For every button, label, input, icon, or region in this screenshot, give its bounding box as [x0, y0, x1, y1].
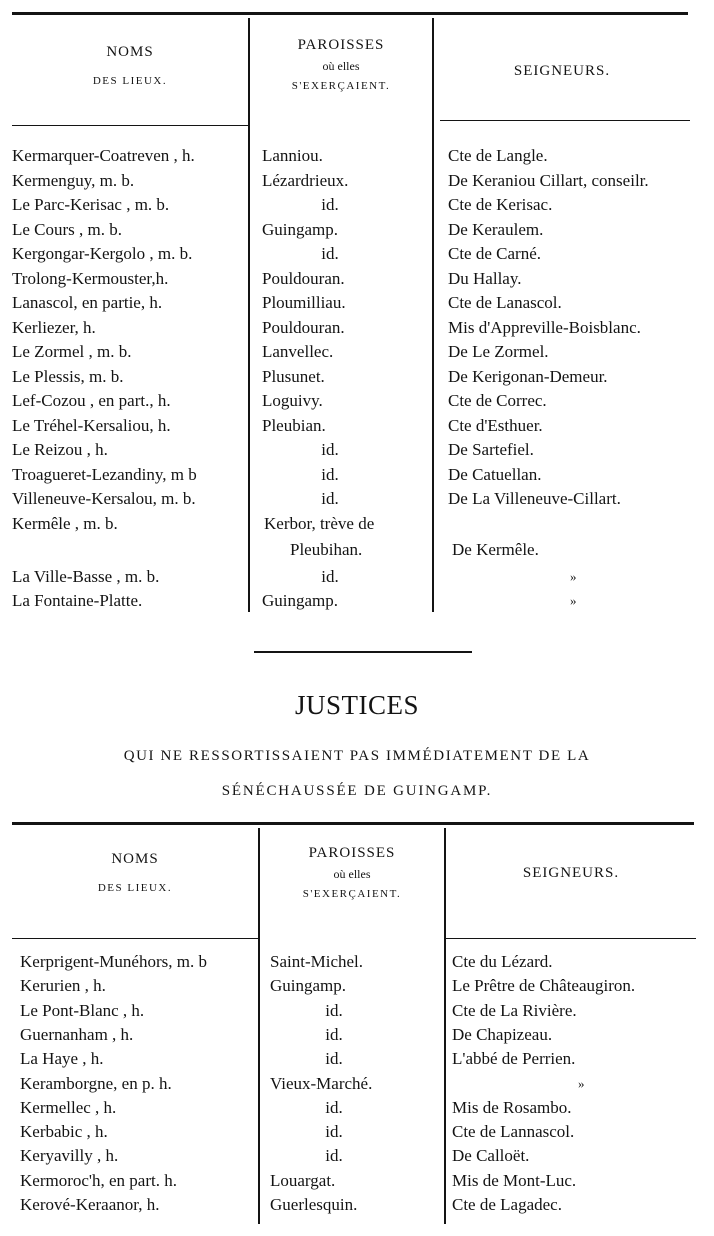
paroisse-cell: id. — [325, 1024, 343, 1044]
paroisse-cell: id. — [321, 195, 339, 214]
table-row — [0, 538, 714, 562]
paroisse-cell: Saint-Michel. — [270, 952, 364, 971]
header-paroisses-line-1: PAROISSES — [308, 845, 396, 861]
paroisse-cell: Loguivy. — [262, 391, 323, 410]
nom-cell: La Ville-Basse , m. b. — [12, 566, 160, 586]
nom-cell: Le Reizou , h. — [12, 440, 108, 459]
nom-cell: Le Parc-Kerisac , m. b. — [12, 195, 170, 214]
seigneur-cell: Le Prêtre de Châteaugiron. — [452, 976, 636, 996]
table-row — [0, 487, 714, 511]
table-row — [0, 1023, 714, 1047]
seigneur-cell: De Keraulem. — [448, 219, 544, 239]
header-noms-line-2: DES LIEUX. — [97, 882, 173, 894]
seigneur-cell: Cte de Correc. — [448, 391, 547, 410]
table-row — [0, 438, 714, 462]
table-2-header-rule-left — [12, 938, 258, 939]
seigneur-cell: Mis de Rosambo. — [452, 1097, 572, 1117]
nom-cell: Trolong-Kermouster,h. — [12, 268, 169, 288]
nom-cell: Kermarquer-Coatreven , h. — [12, 146, 195, 165]
header-paroisses-line-1: PAROISSES — [297, 37, 385, 53]
seigneur-cell: Cte d'Esthuer. — [448, 415, 543, 435]
paroisse-cell: id. — [325, 1000, 343, 1020]
paroisse-cell: id. — [321, 489, 339, 508]
paroisse-cell: id. — [321, 566, 339, 586]
nom-cell: Le Zormel , m. b. — [12, 342, 132, 361]
paroisse-cell: Vieux-Marché. — [270, 1073, 373, 1093]
header-noms-line-1: NOMS — [106, 44, 154, 60]
section-title: JUSTICES — [294, 690, 420, 720]
seigneur-cell: De Chapizeau. — [452, 1024, 553, 1044]
seigneur-cell: De Kerigonan-Demeur. — [448, 366, 608, 386]
table-row — [0, 218, 714, 242]
nom-cell: Le Tréhel-Kersaliou, h. — [12, 415, 171, 435]
table-1-header-paroisses — [250, 37, 432, 92]
paroisse-cell: id. — [321, 440, 339, 459]
nom-cell: Kerurien , h. — [20, 976, 106, 996]
paroisse-cell: Guingamp. — [262, 219, 339, 239]
table-2-header-rule-right — [446, 938, 696, 939]
section-subtitle-line-1: QUI NE RESSORTISSAIENT PAS IMMÉDIATEMENT DE LA — [123, 748, 591, 764]
table-row — [0, 1144, 714, 1168]
paroisse-cell: Guingamp. — [270, 976, 347, 996]
seigneur-cell: De La Villeneuve-Cillart. — [448, 489, 621, 508]
nom-cell: Lef-Cozou , en part., h. — [12, 391, 171, 410]
nom-cell: Troagueret-Lezandiny, m b — [12, 464, 197, 484]
nom-cell: Kergongar-Kergolo , m. b. — [12, 244, 193, 263]
table-row — [0, 389, 714, 413]
nom-cell: Kerbabic , h. — [20, 1122, 108, 1142]
section-separator-rule — [254, 651, 472, 653]
paroisse-cell: id. — [325, 1146, 343, 1166]
nom-cell: Le Cours , m. b. — [12, 219, 123, 239]
paroisse-cell: Louargat. — [270, 1170, 336, 1190]
nom-cell: Keryavilly , h. — [20, 1146, 119, 1166]
paroisse-cell: id. — [325, 1097, 343, 1117]
seigneur-cell: Cte de Langle. — [448, 146, 548, 165]
table-2-header-paroisses — [260, 845, 444, 900]
nom-cell: La Fontaine-Platte. — [12, 591, 143, 610]
paroisse-cell: Pleubihan. — [290, 540, 363, 559]
table-1-top-rule — [12, 12, 688, 15]
nom-cell: Kermêle , m. b. — [12, 513, 118, 533]
paroisse-cell: Pouldouran. — [262, 268, 345, 288]
nom-cell: Kermoroc'h, en part. h. — [20, 1170, 177, 1190]
table-row — [0, 1096, 714, 1120]
seigneur-cell: Du Hallay. — [448, 268, 522, 288]
seigneur-cell: Cte du Lézard. — [452, 952, 553, 971]
table-row — [0, 512, 714, 536]
table-row — [0, 1169, 714, 1193]
table-1-header-rule-right — [440, 120, 690, 121]
nom-cell: La Haye , h. — [20, 1049, 104, 1069]
paroisse-cell: Lézardrieux. — [262, 170, 349, 190]
table-row — [0, 1193, 714, 1217]
paroisse-cell: Kerbor, trève de — [264, 513, 375, 533]
paroisse-cell: Pleubian. — [262, 415, 326, 435]
nom-cell: Kermellec , h. — [20, 1097, 117, 1117]
table-row — [0, 1072, 714, 1096]
table-1-header-rule-left — [12, 125, 248, 126]
paroisse-cell: Lanniou. — [262, 146, 323, 165]
paroisse-cell: Ploumilliau. — [262, 293, 346, 312]
seigneur-cell: De Calloët. — [452, 1146, 530, 1166]
header-paroisses-line-3: S'EXERÇAIENT. — [291, 80, 391, 92]
table-row — [0, 169, 714, 193]
table-2-header-seigneurs — [446, 865, 696, 882]
table-row — [0, 242, 714, 266]
nom-cell: Villeneuve-Kersalou, m. b. — [12, 489, 196, 508]
table-row — [0, 999, 714, 1023]
paroisse-cell: id. — [325, 1049, 343, 1069]
nom-cell: Kerové-Keraanor, h. — [20, 1195, 160, 1214]
header-paroisses-line-2: où elles — [322, 59, 360, 73]
nom-cell: Lanascol, en partie, h. — [12, 293, 163, 312]
paroisse-cell: Guerlesquin. — [270, 1195, 358, 1214]
seigneur-cell: » — [578, 1075, 585, 1091]
section-subtitle-line-2: SÉNÉCHAUSSÉE DE GUINGAMP. — [221, 783, 493, 799]
header-noms-line-1: NOMS — [111, 851, 159, 867]
seigneur-cell: De Le Zormel. — [448, 342, 549, 361]
seigneur-cell: Mis de Mont-Luc. — [452, 1170, 577, 1190]
table-row — [0, 193, 714, 217]
table-row — [0, 974, 714, 998]
table-1-header-noms — [12, 44, 248, 87]
nom-cell: Le Pont-Blanc , h. — [20, 1000, 145, 1020]
table-row — [0, 316, 714, 340]
nom-cell: Kerprigent-Munéhors, m. b — [20, 952, 207, 971]
seigneur-cell: Mis d'Appreville-Boisblanc. — [448, 317, 641, 337]
paroisse-cell: id. — [321, 464, 339, 484]
seigneur-cell: Cte de Carné. — [448, 244, 541, 263]
table-row — [0, 589, 714, 613]
seigneur-cell: De Kermêle. — [452, 540, 539, 559]
seigneur-cell: De Keraniou Cillart, conseilr. — [448, 170, 649, 190]
paroisse-cell: id. — [321, 244, 339, 263]
table-1-header-seigneurs — [434, 63, 690, 80]
paroisse-cell: Pouldouran. — [262, 317, 345, 337]
table-row — [0, 414, 714, 438]
paroisse-cell: id. — [325, 1122, 343, 1142]
seigneur-cell: » — [570, 568, 577, 584]
header-paroisses-line-2: où elles — [333, 867, 371, 881]
table-row — [0, 365, 714, 389]
seigneur-cell: De Sartefiel. — [448, 440, 534, 459]
header-noms-line-2: DES LIEUX. — [92, 75, 168, 87]
header-seigneurs: SEIGNEURS. — [522, 865, 620, 881]
seigneur-cell: Cte de Lannascol. — [452, 1122, 575, 1142]
seigneur-cell: L'abbé de Perrien. — [452, 1049, 576, 1069]
nom-cell: Guernanham , h. — [20, 1024, 134, 1044]
paroisse-cell: Guingamp. — [262, 591, 339, 610]
table-2-header-noms — [12, 851, 258, 894]
seigneur-cell: De Catuellan. — [448, 464, 542, 484]
table-row — [0, 1047, 714, 1071]
table-row — [0, 565, 714, 589]
table-row — [0, 267, 714, 291]
table-row — [0, 144, 714, 168]
nom-cell: Le Plessis, m. b. — [12, 366, 124, 386]
paroisse-cell: Lanvellec. — [262, 342, 334, 361]
seigneur-cell: » — [570, 593, 577, 608]
table-row — [0, 950, 714, 974]
header-seigneurs: SEIGNEURS. — [513, 63, 611, 79]
table-row — [0, 463, 714, 487]
seigneur-cell: Cte de Kerisac. — [448, 195, 553, 214]
header-paroisses-line-3: S'EXERÇAIENT. — [302, 888, 402, 900]
table-row — [0, 291, 714, 315]
seigneur-cell: Cte de La Rivière. — [452, 1000, 577, 1020]
seigneur-cell: Cte de Lagadec. — [452, 1195, 562, 1214]
nom-cell: Kerliezer, h. — [12, 317, 96, 337]
table-2-top-rule — [12, 822, 694, 825]
table-row — [0, 340, 714, 364]
seigneur-cell: Cte de Lanascol. — [448, 293, 562, 312]
paroisse-cell: Plusunet. — [262, 366, 325, 386]
nom-cell: Keramborgne, en p. h. — [20, 1073, 172, 1093]
nom-cell: Kermenguy, m. b. — [12, 170, 135, 190]
table-row — [0, 1120, 714, 1144]
